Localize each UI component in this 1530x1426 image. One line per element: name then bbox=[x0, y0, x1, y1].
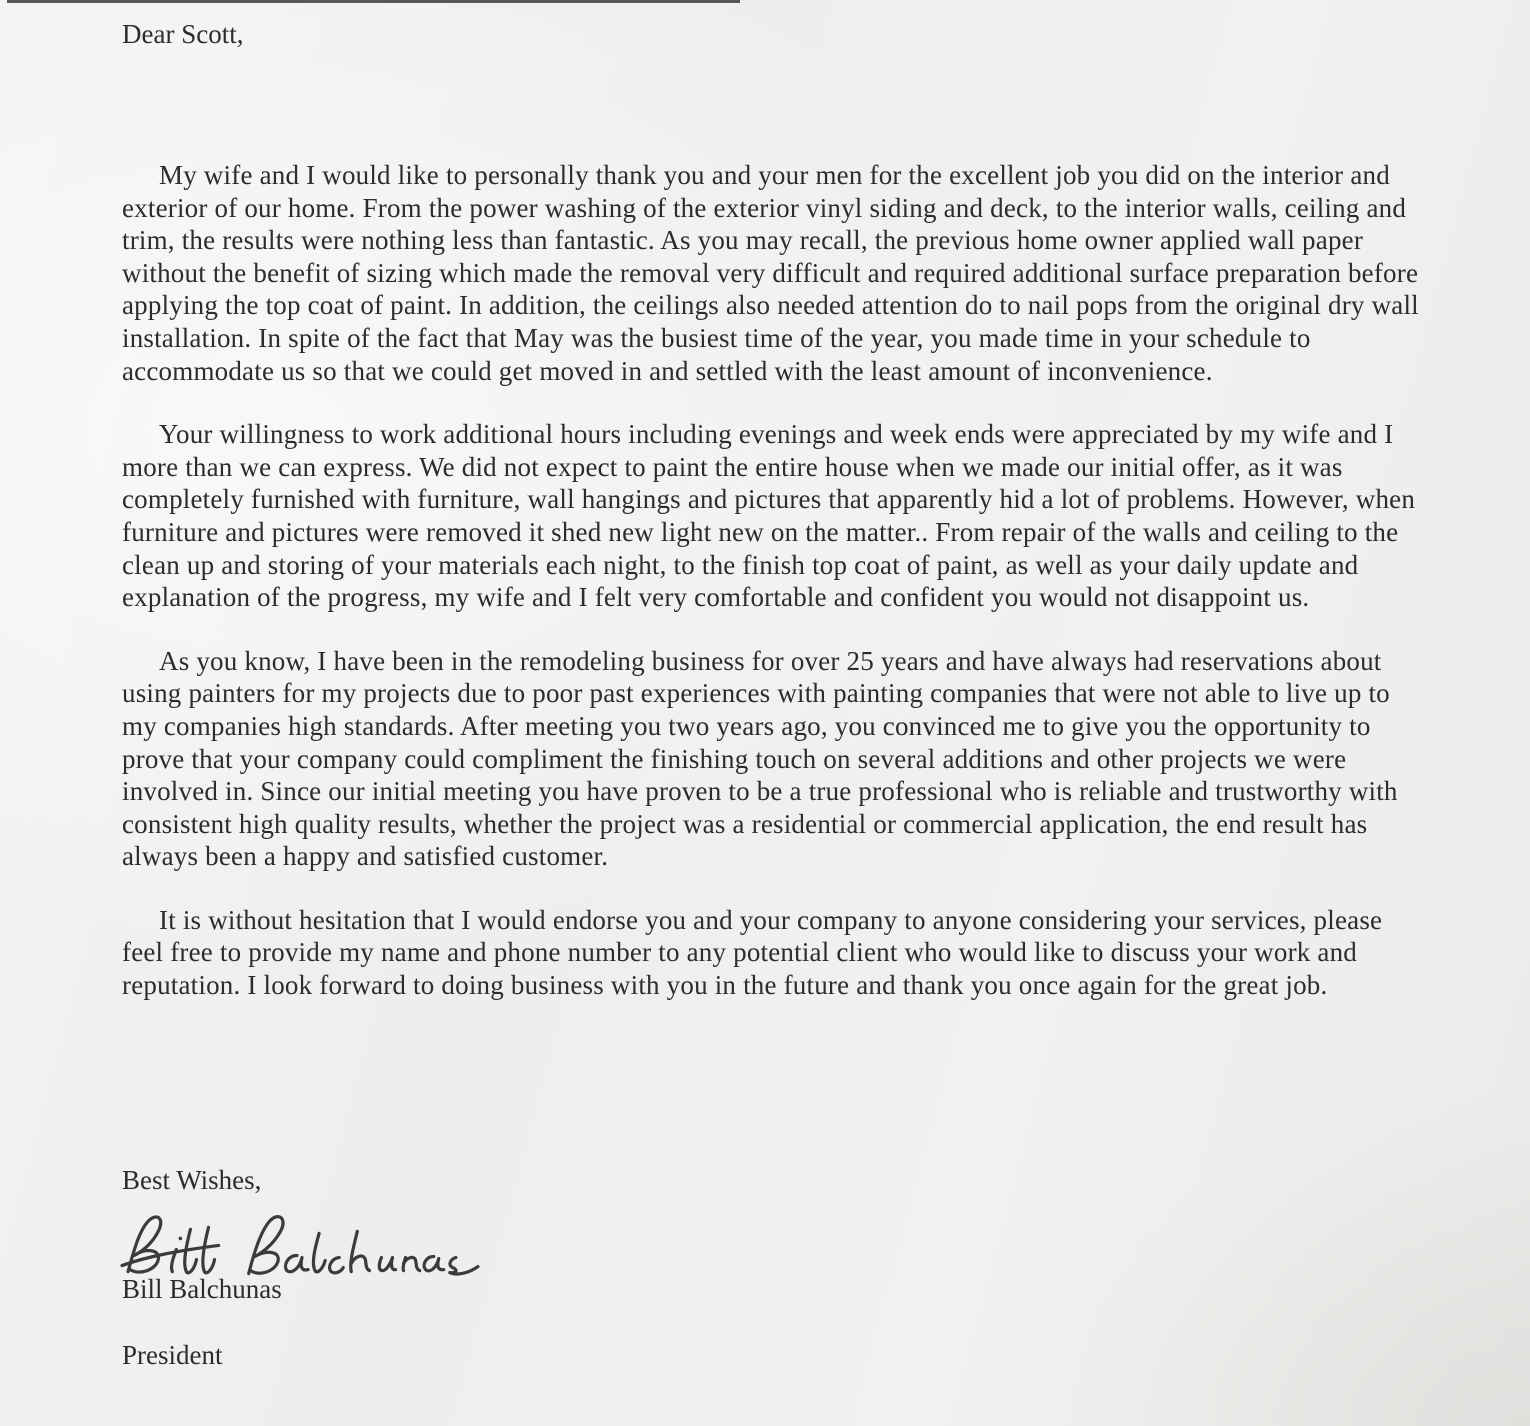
paragraph-willingness: Your willingness to work additional hours including evenings and week ends were appreciated by my wife and I more than we can express. We did not expect to paint the entire house when we made our initial offer, as it was completely furnished with furniture, wall hangings and pictures that apparently hid a lot of problems. However, when furniture and pictures were removed it shed new light new on the matter.. From repair of the walls and ceiling to the clean up and storing of your materials each night, to the finish top coat of paint, as well as your daily update and explanation of the progress, my wife and I felt very comfortable and confident you would not disappoint us. bbox=[122, 419, 1416, 613]
closing-line: Best Wishes, bbox=[122, 1164, 262, 1195]
salutation: Dear Scott, bbox=[122, 19, 244, 49]
paragraph-remodeling-business: As you know, I have been in the remodeling business for over 25 years and have always had reservations about using painters for my projects due to poor past experiences with painting companies that were not able to live up to my companies high standards. After meeting you two years ago, you convinced me to give you the opportunity to prove that your company could compliment the finishing touch on several additions and other projects we were involved in. Since our initial meeting you have proven to be a true professional who is reliable and trustworthy with consistent high quality results, whether the project was a residential or commercial application, the end result has always been a happy and satisfied customer. bbox=[122, 645, 1398, 872]
signer-title: President bbox=[122, 1339, 223, 1370]
signature-block bbox=[122, 1197, 1430, 1397]
paragraph-endorsement: It is without hesitation that I would endorse you and your company to anyone considering your services, please feel free to provide my name and phone number to any potential client who would like to discuss your work and reputation. I look forward to doing business with you in the future and thank you once again for the great job. bbox=[122, 904, 1383, 1001]
letter-body bbox=[122, 18, 1430, 1397]
paragraph-thank-you: My wife and I would like to personally thank you and your men for the excellent job you did on the interior and exterior of our home. From the power washing of the exterior vinyl siding and deck, to the interior walls, ceiling and trim, the results were nothing less than fantastic. As you may recall, the previous home owner applied wall paper without the benefit of sizing which made the removal very difficult and required additional surface preparation before applying the top coat of paint. In addition, the ceilings also needed attention do to nail pops from the original dry wall installation. In spite of the fact that May was the busiest time of the year, you made time in your schedule to accommodate us so that we could get moved in and settled with the least amount of inconvenience. bbox=[122, 160, 1419, 386]
scan-artifact-line bbox=[7, 0, 740, 3]
signer-name: Bill Balchunas bbox=[122, 1273, 282, 1304]
